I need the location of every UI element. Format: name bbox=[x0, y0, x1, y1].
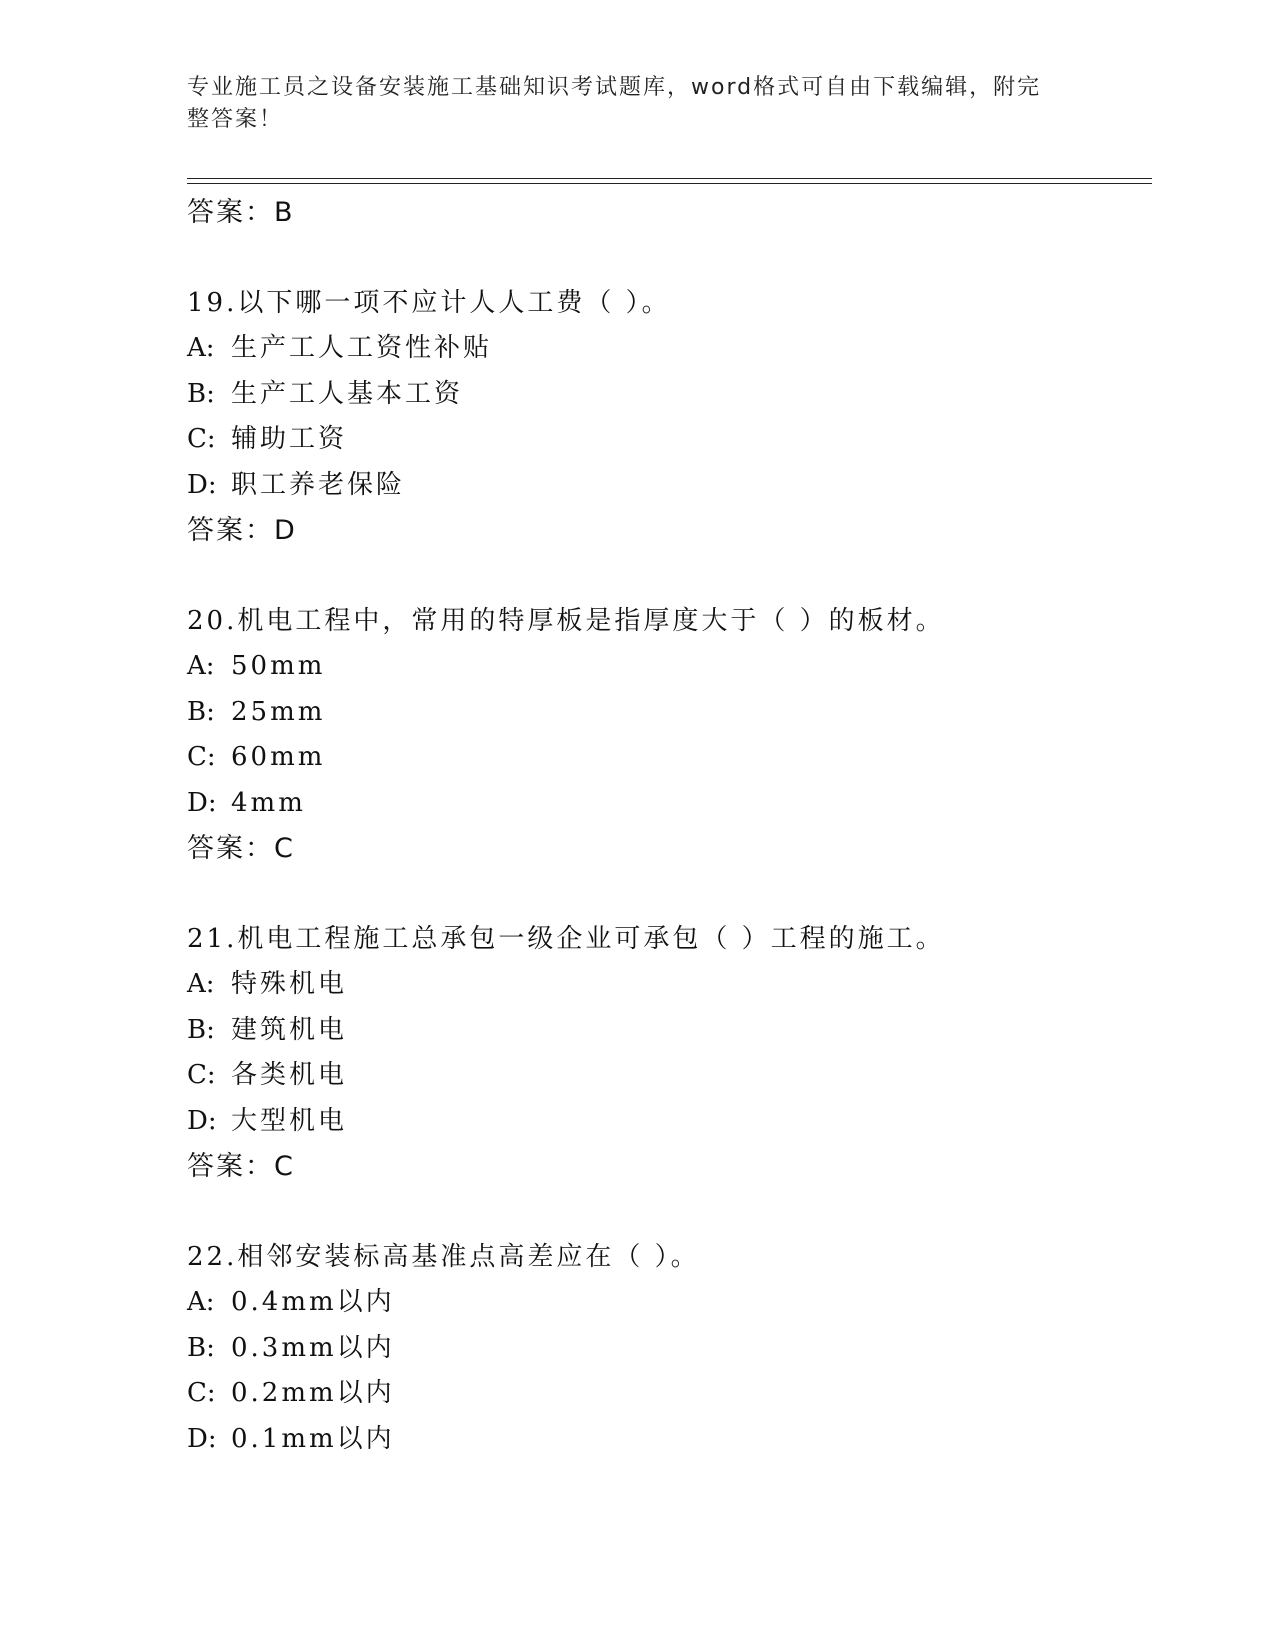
option-letter: D: bbox=[187, 1105, 217, 1136]
option-letter: C: bbox=[187, 1378, 216, 1408]
header-divider-bottom bbox=[187, 183, 1152, 184]
option-text: 0.2mm以内 bbox=[231, 1378, 395, 1408]
question-block bbox=[187, 598, 1152, 872]
spacer bbox=[187, 236, 1152, 280]
question-stem: 19.以下哪一项不应计人人工费（ ）。 bbox=[187, 288, 671, 318]
option-letter: D: bbox=[187, 787, 217, 818]
spacer bbox=[187, 872, 1152, 916]
option-letter: C: bbox=[187, 1060, 216, 1090]
option-d bbox=[187, 781, 1152, 827]
option-text: 各类机电 bbox=[231, 1060, 348, 1090]
option-b bbox=[187, 690, 1152, 736]
option-d bbox=[187, 1417, 1152, 1463]
answer-line: 答案：C bbox=[187, 833, 295, 864]
option-letter: A: bbox=[187, 969, 215, 999]
option-a bbox=[187, 1280, 1152, 1326]
option-d bbox=[187, 1099, 1152, 1145]
option-text: 生产工人工资性补贴 bbox=[231, 333, 493, 363]
answer-line: 答案：D bbox=[187, 515, 297, 546]
option-text: 0.1mm以内 bbox=[231, 1423, 395, 1454]
option-a bbox=[187, 326, 1152, 372]
option-letter: B: bbox=[187, 378, 215, 409]
option-c bbox=[187, 735, 1152, 781]
answer-line: 答案：C bbox=[187, 1151, 295, 1182]
option-letter: D: bbox=[187, 1423, 217, 1454]
option-letter: B: bbox=[187, 696, 215, 727]
question-list bbox=[187, 190, 1152, 1462]
spacer bbox=[187, 554, 1152, 598]
option-c bbox=[187, 1371, 1152, 1417]
option-letter: A: bbox=[187, 333, 215, 363]
option-text: 0.3mm以内 bbox=[231, 1332, 395, 1363]
document-header bbox=[187, 72, 1067, 136]
option-text: 大型机电 bbox=[231, 1105, 348, 1136]
question-block bbox=[187, 1234, 1152, 1462]
option-c bbox=[187, 417, 1152, 463]
option-text: 建筑机电 bbox=[231, 1014, 348, 1045]
header-line-2: 整答案！ bbox=[187, 107, 284, 132]
option-b bbox=[187, 1326, 1152, 1372]
header-divider-top bbox=[187, 178, 1152, 179]
answer-line: 答案：B bbox=[187, 197, 295, 228]
spacer bbox=[187, 1190, 1152, 1234]
question-block bbox=[187, 916, 1152, 1190]
option-b bbox=[187, 1008, 1152, 1054]
option-letter: A: bbox=[187, 1287, 215, 1317]
option-text: 辅助工资 bbox=[231, 424, 348, 454]
question-stem: 20.机电工程中，常用的特厚板是指厚度大于（ ）的板材。 bbox=[187, 606, 945, 636]
question-block bbox=[187, 280, 1152, 554]
option-text: 4mm bbox=[231, 787, 306, 818]
option-letter: C: bbox=[187, 424, 216, 454]
option-letter: A: bbox=[187, 651, 215, 681]
option-text: 50mm bbox=[231, 651, 326, 681]
option-letter: C: bbox=[187, 742, 216, 772]
option-letter: D: bbox=[187, 469, 217, 500]
option-b bbox=[187, 372, 1152, 418]
question-stem: 21.机电工程施工总承包一级企业可承包（ ）工程的施工。 bbox=[187, 924, 945, 954]
option-text: 生产工人基本工资 bbox=[231, 378, 464, 409]
option-text: 60mm bbox=[231, 742, 326, 772]
header-line-1: 专业施工员之设备安装施工基础知识考试题库，word格式可自由下载编辑，附完 bbox=[187, 75, 1042, 100]
option-letter: B: bbox=[187, 1014, 215, 1045]
option-a bbox=[187, 644, 1152, 690]
option-text: 职工养老保险 bbox=[231, 469, 406, 500]
option-text: 特殊机电 bbox=[231, 969, 348, 999]
option-text: 25mm bbox=[231, 696, 326, 727]
option-d bbox=[187, 463, 1152, 509]
option-c bbox=[187, 1053, 1152, 1099]
option-text: 0.4mm以内 bbox=[231, 1287, 395, 1317]
question-stem: 22.相邻安装标高基准点高差应在（ ）。 bbox=[187, 1242, 700, 1272]
option-letter: B: bbox=[187, 1332, 215, 1363]
option-a bbox=[187, 962, 1152, 1008]
